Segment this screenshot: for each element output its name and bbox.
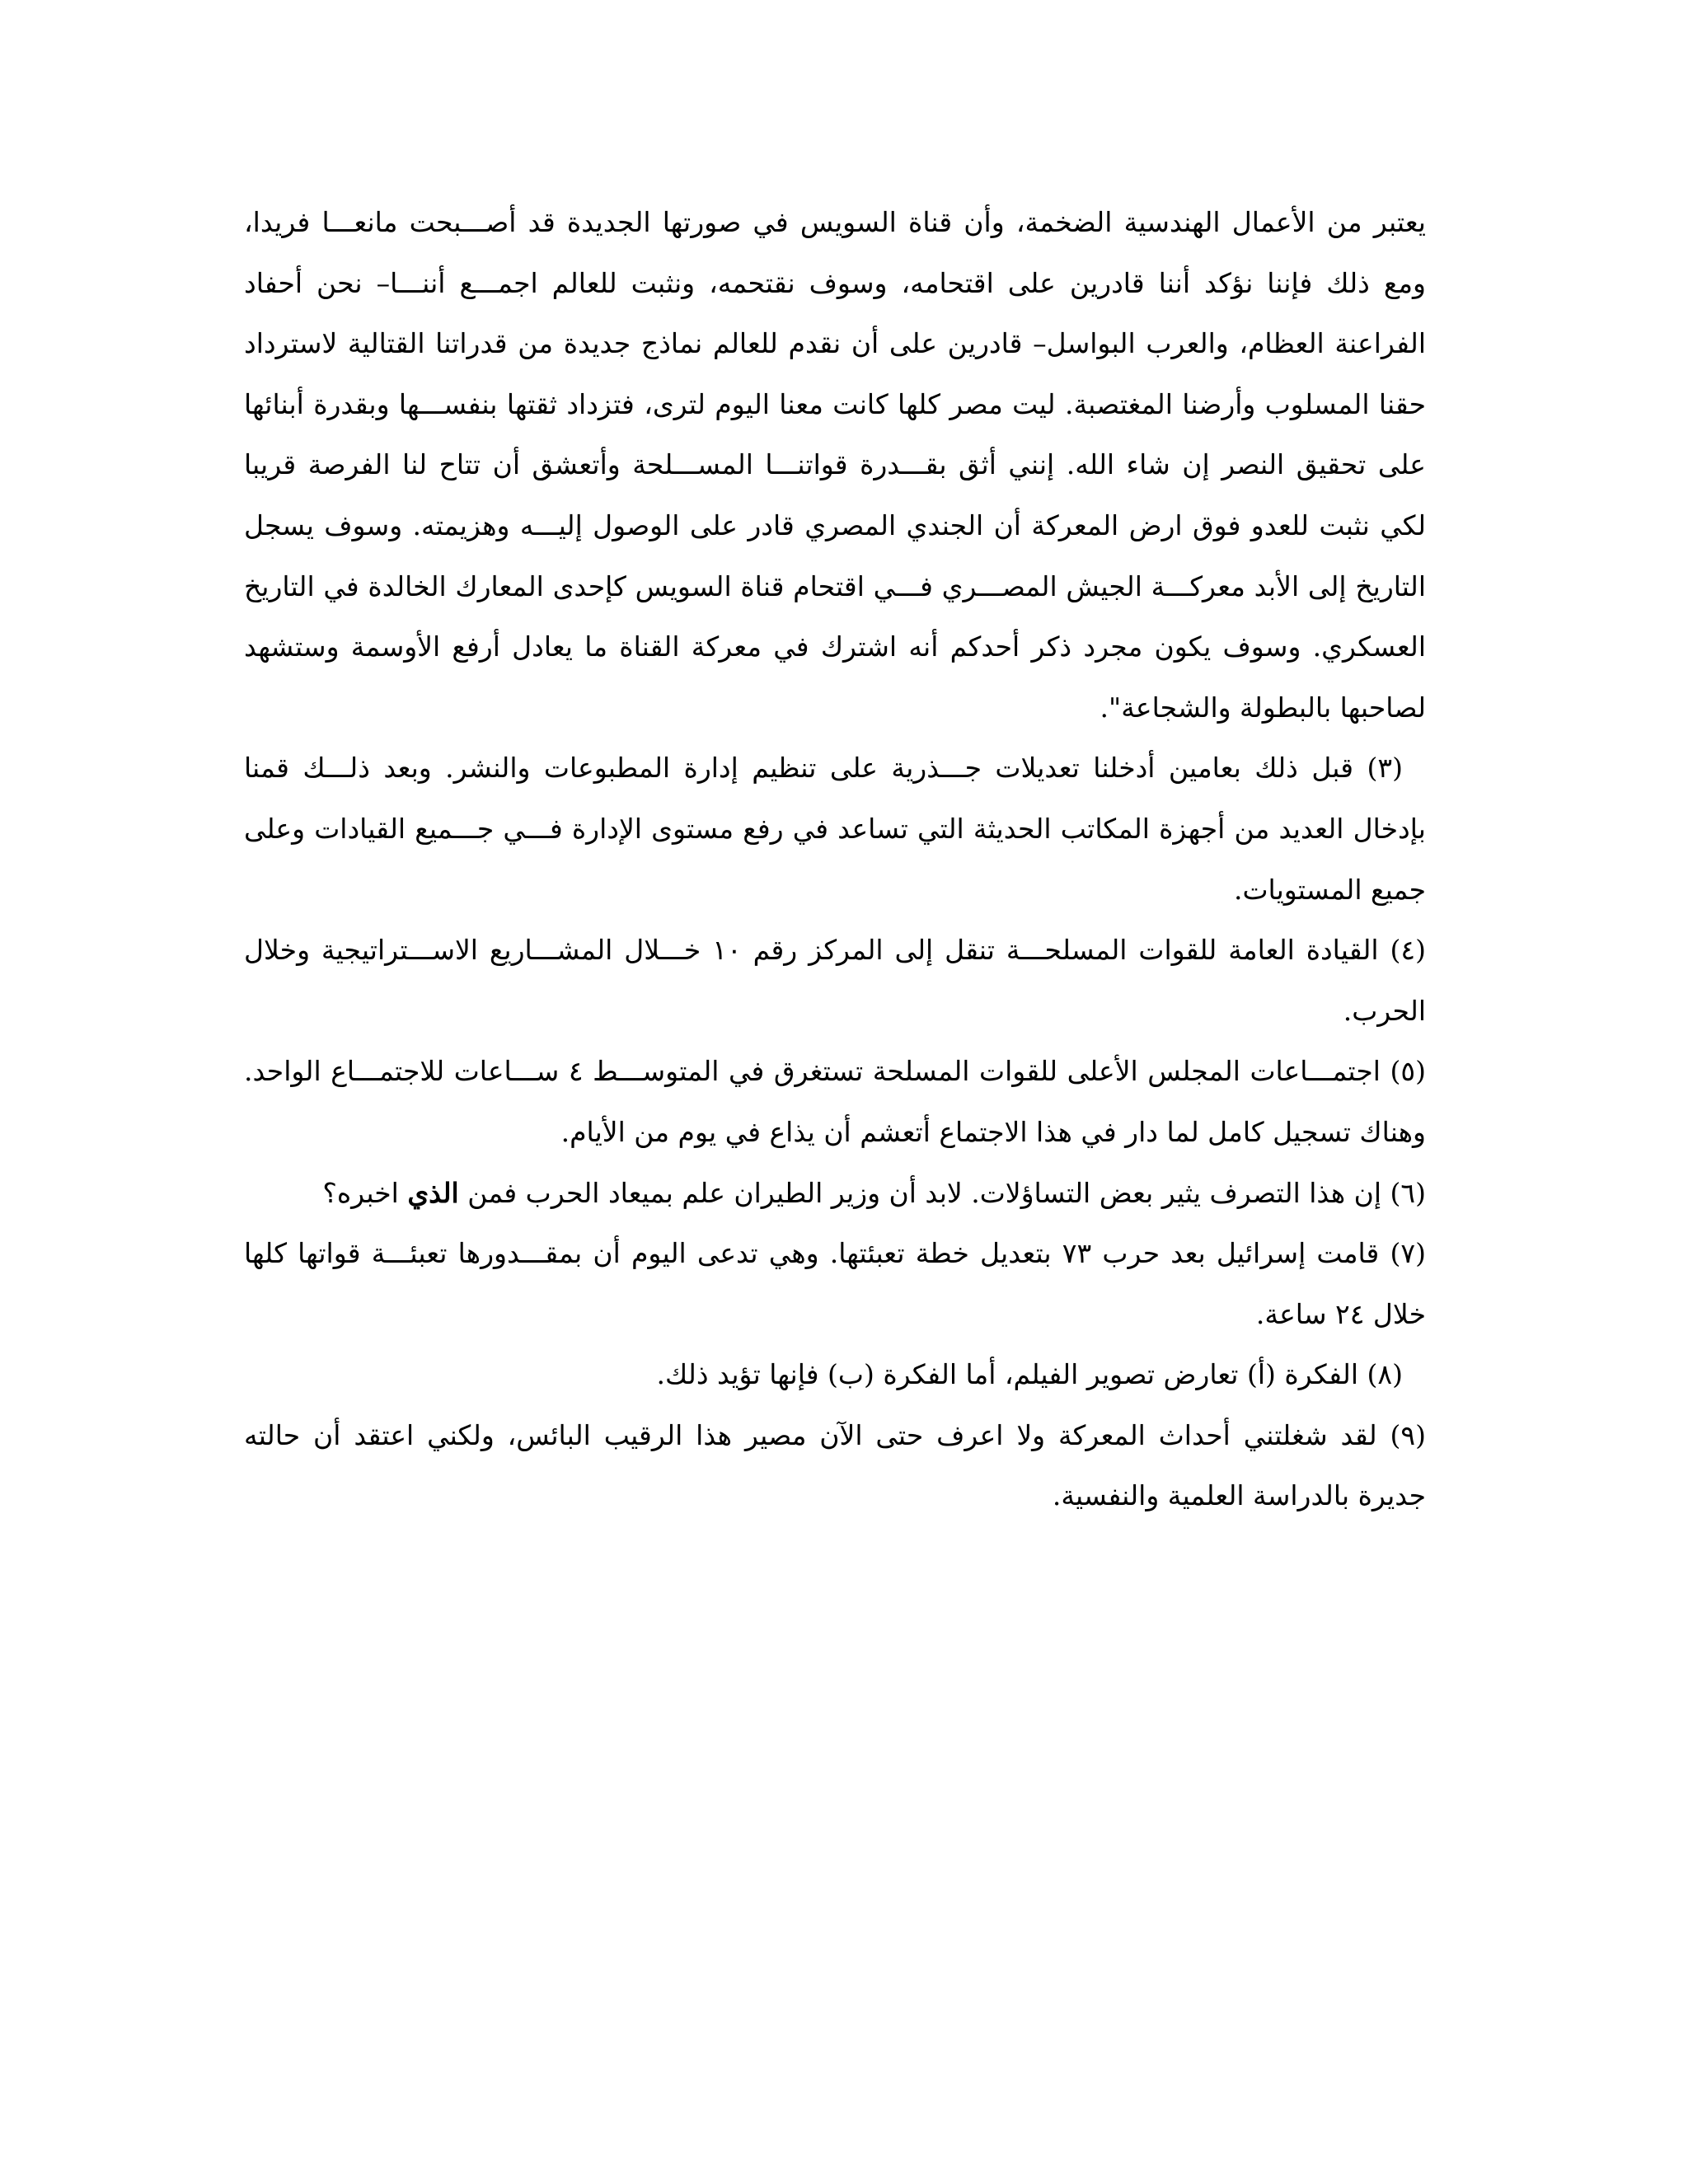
footnote-4: (٤) القيادة العامة للقوات المسلحـــة تنقل إلى المركز رقم ١٠ خـــلال المشـــاريع الاســـتراتيجية وخلال الحرب. bbox=[244, 934, 1426, 1027]
footnote-3: (٣) قبل ذلك بعامين أدخلنا تعديلات جـــذرية على تنظيم إدارة المطبوعات والنشر. وبعد ذلـــك قمنا بإدخال العديد من أجهزة المكاتب الحديثة التي تساعد في رفع مستوى الإدارة فـــي جـــميع القيادات وعلى جميع المستويات. bbox=[244, 752, 1426, 906]
body-text bbox=[244, 192, 1426, 1526]
footnote-6-text-end: اخبره؟ bbox=[322, 1176, 408, 1209]
footnote-6-text-start: (٦) إن هذا التصرف يثير بعض التساؤلات. لابد أن وزير الطيران علم بميعاد الحرب فمن bbox=[458, 1176, 1426, 1209]
footnote-8: (٨) الفكرة (أ) تعارض تصوير الفيلم، أما الفكرة (ب) فإنها تؤيد ذلك. bbox=[656, 1358, 1403, 1391]
footnote-6 bbox=[244, 1163, 1426, 1224]
footnote-6-bold-word: الذي bbox=[407, 1176, 459, 1209]
paragraph-continuation: يعتبر من الأعمال الهندسية الضخمة، وأن قناة السويس في صورتها الجديدة قد أصـــبحت مانعـــا فريدا، ومع ذلك فإننا نؤكد أننا قادرين على اقتحامه، وسوف نقتحمه، ونثبت للعالم اجمـــع أننـــا– نحن أحفاد الفراعنة العظام، والعرب البواسل– قادرين على أن نقدم للعالم نماذج جديدة من قدراتنا القتالية لاسترداد حقنا المسلوب وأرضنا المغتصبة. ليت مصر كلها كانت معنا اليوم لترى، فتزداد ثقتها بنفســـها وبقدرة أبنائها على تحقيق النصر إن شاء الله. إنني أثق بقـــدرة قواتنـــا المســـلحة وأتعشق أن تتاح لنا الفرصة قريبا لكي نثبت للعدو فوق ارض المعركة أن الجندي المصري قادر على الوصول إليـــه وهزيمته. وسوف يسجل التاريخ إلى الأبد معركـــة الجيش المصـــري فـــي اقتحام قناة السويس كإحدى المعارك الخالدة في التاريخ العسكري. وسوف يكون مجرد ذكر أحدكم أنه اشترك في معركة القناة ما يعادل أرفع الأوسمة وستشهد لصاحبها بالبطولة والشجاعة". bbox=[244, 206, 1426, 724]
footnote-7: (٧) قامت إسرائيل بعد حرب ٧٣ بتعديل خطة تعبئتها. وهي تدعى اليوم أن بمقـــدورها تعبئـــة قواتها كلها خلال ٢٤ ساعة. bbox=[244, 1237, 1427, 1330]
footnote-5: (٥) اجتمـــاعات المجلس الأعلى للقوات المسلحة تستغرق في المتوســـط ٤ ســـاعات للاجتمـــاع الواحد. وهناك تسجيل كامل لما دار في هذا الاجتماع أتعشم أن يذاع في يوم من الأيام. bbox=[244, 1055, 1426, 1148]
footnote-9: (٩) لقد شغلتني أحداث المعركة ولا اعرف حتى الآن مصير هذا الرقيب البائس، ولكني اعتقد أن حالته جديرة بالدراسة العلمية والنفسية. bbox=[244, 1418, 1426, 1512]
